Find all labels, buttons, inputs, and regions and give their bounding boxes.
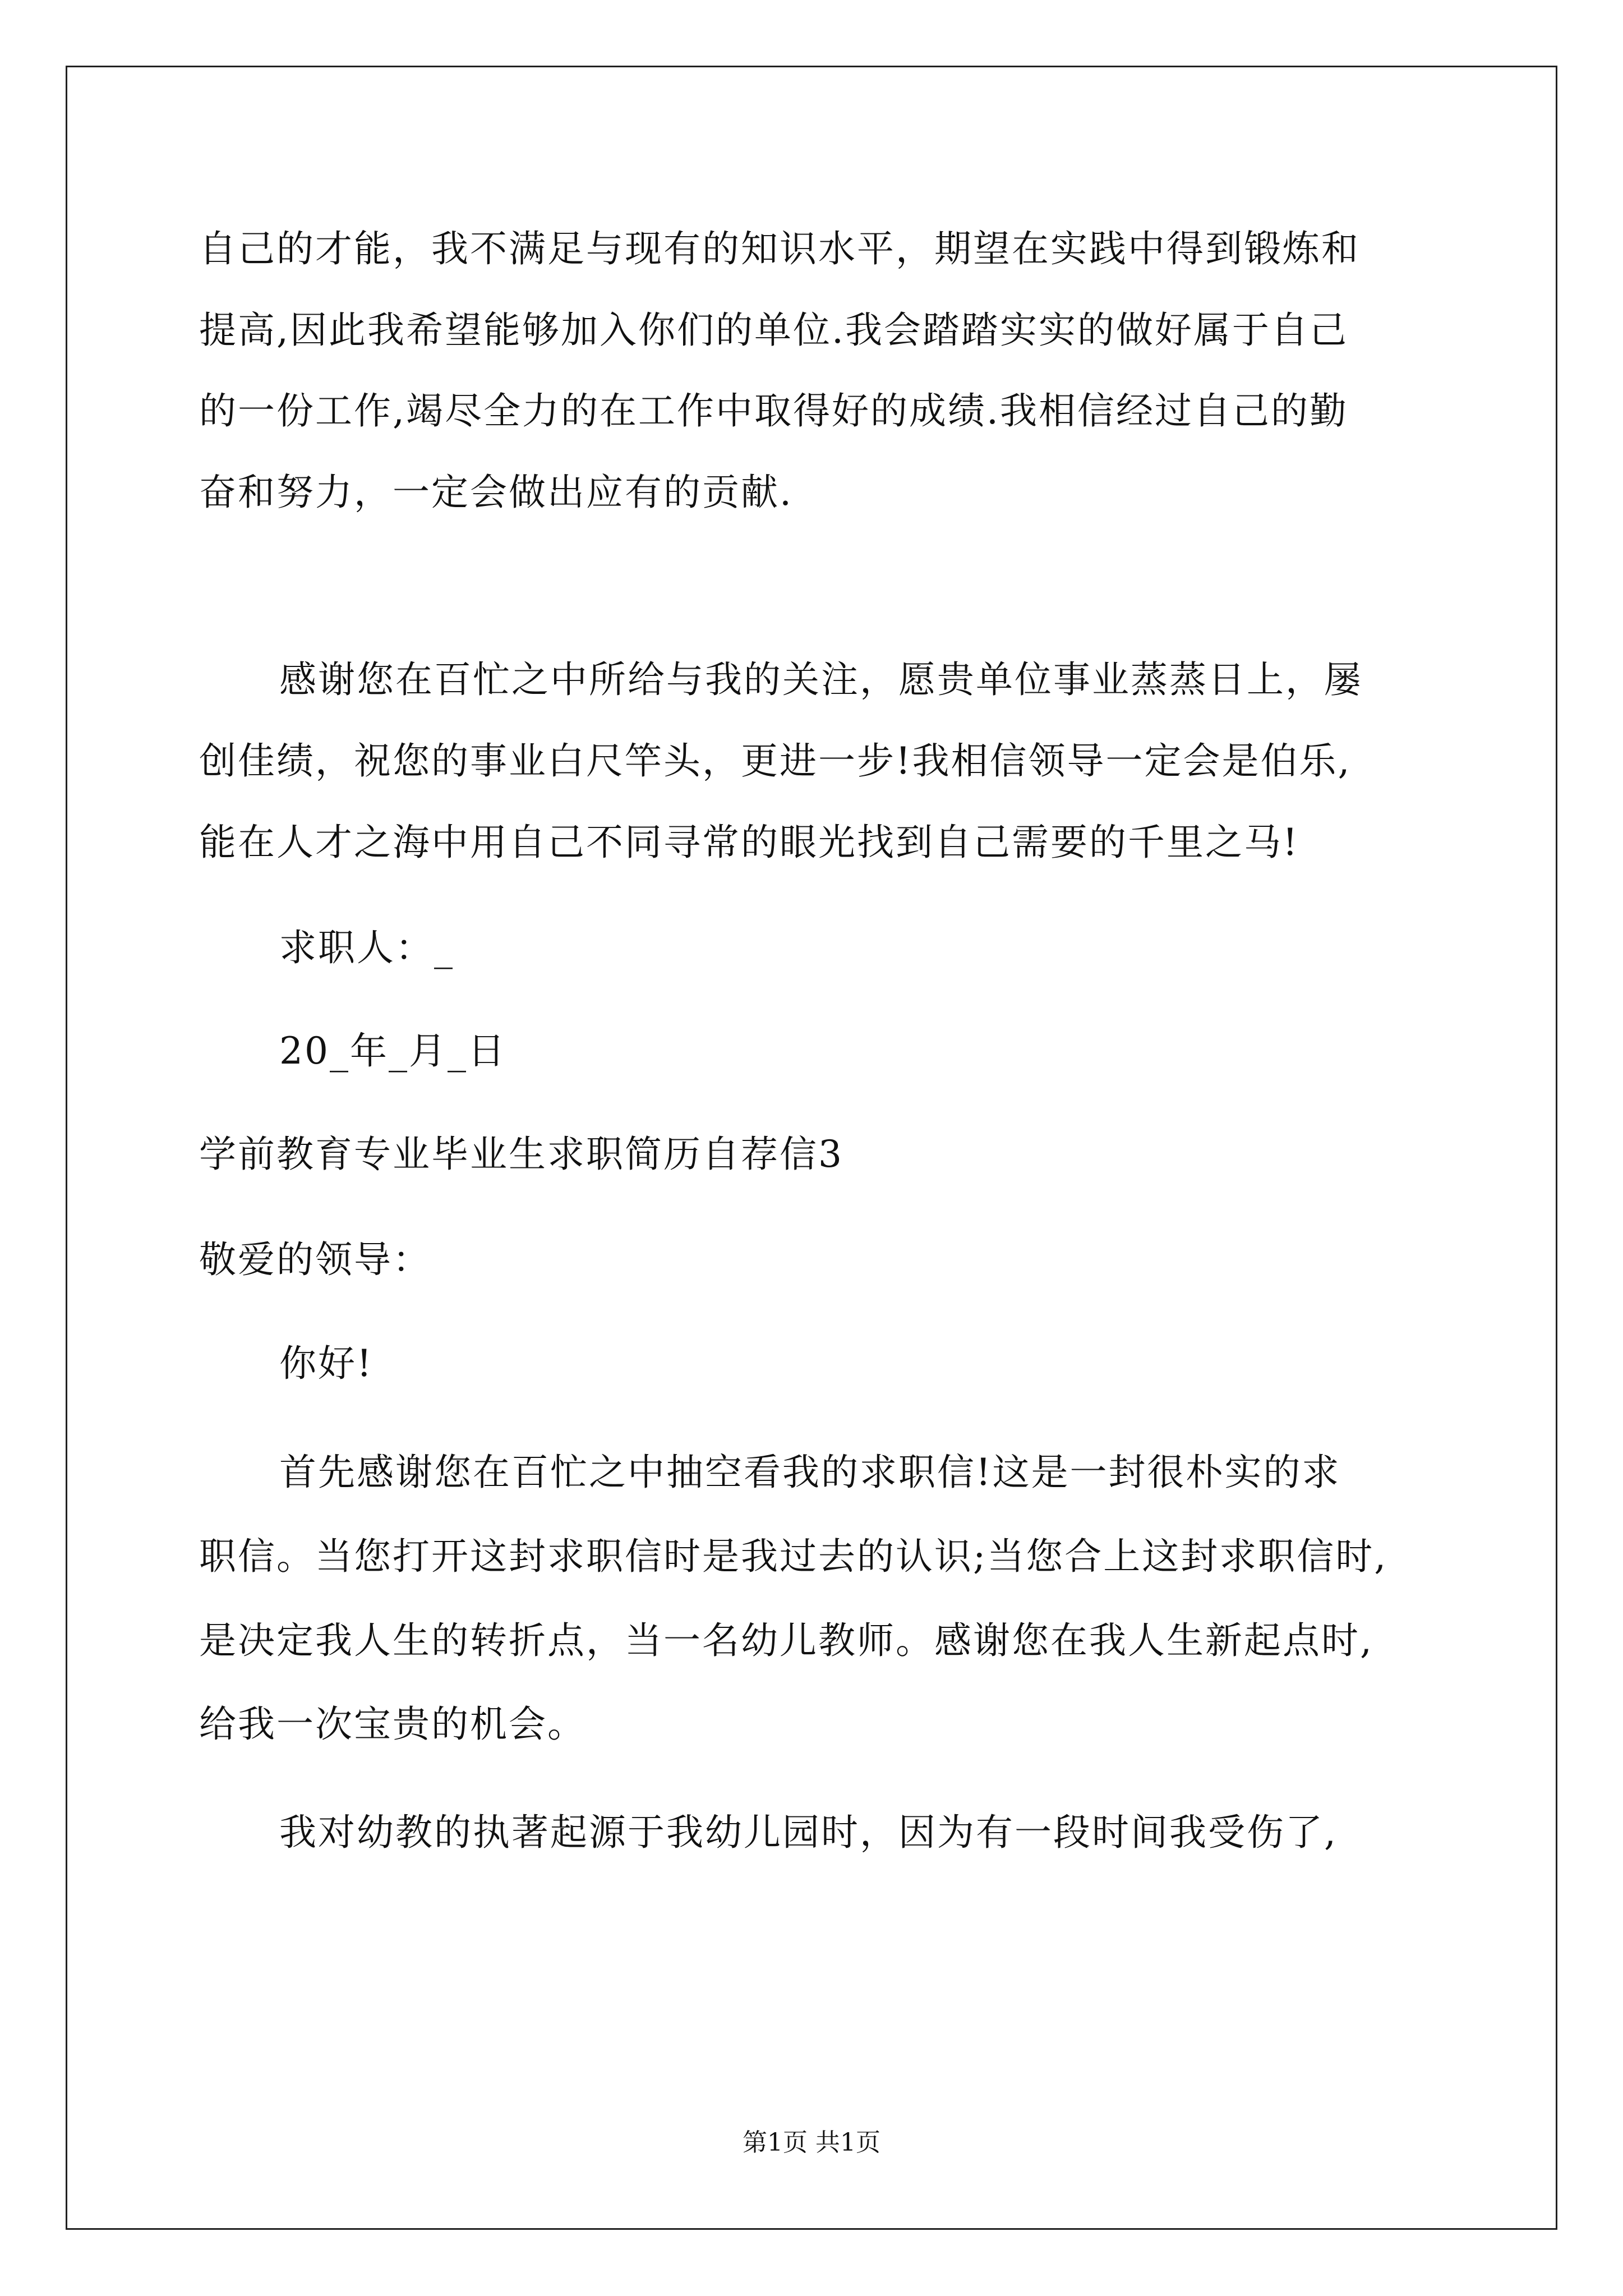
text-line: 职信。当您打开这封求职信时是我过去的认识;当您合上这封求职信时, bbox=[199, 1535, 1388, 1578]
text-line: 是决定我人生的转折点，当一名幼儿教师。感谢您在我人生新起点时, bbox=[199, 1619, 1373, 1662]
date-line: 20_年_月_日 bbox=[279, 1029, 506, 1073]
text-line: 创佳绩，祝您的事业白尺竿头，更进一步!我相信领导一定会是伯乐, bbox=[199, 739, 1352, 783]
salutation: 敬爱的领导： bbox=[199, 1238, 431, 1281]
text-line: 奋和努力，一定会做出应有的贡献. bbox=[199, 471, 793, 514]
text-line: 自己的才能，我不满足与现有的知识水平，期望在实践中得到锻炼和 bbox=[199, 227, 1360, 270]
text-line: 能在人才之海中用自己不同寻常的眼光找到自己需要的千里之马! bbox=[199, 821, 1299, 864]
greeting: 你好! bbox=[279, 1342, 374, 1385]
text-line: 感谢您在百忙之中所给与我的关注，愿贵单位事业蒸蒸日上，屡 bbox=[279, 658, 1363, 701]
text-line: 提高,因此我希望能够加入你们的单位.我会踏踏实实的做好属于自己 bbox=[199, 309, 1348, 352]
text-line: 给我一次宝贵的机会。 bbox=[199, 1703, 586, 1746]
section-title: 学前教育专业毕业生求职简历自荐信3 bbox=[199, 1133, 843, 1176]
text-line: 首先感谢您在百忙之中抽空看我的求职信!这是一封很朴实的求 bbox=[279, 1451, 1341, 1494]
signature-line: 求职人：_ bbox=[279, 926, 454, 969]
text-line: 的一份工作,竭尽全力的在工作中取得好的成绩.我相信经过自己的勤 bbox=[199, 389, 1348, 432]
page-number: 第1页 共1页 bbox=[743, 2128, 880, 2157]
text-line: 我对幼教的执著起源于我幼儿园时，因为有一段时间我受伤了, bbox=[279, 1811, 1338, 1854]
